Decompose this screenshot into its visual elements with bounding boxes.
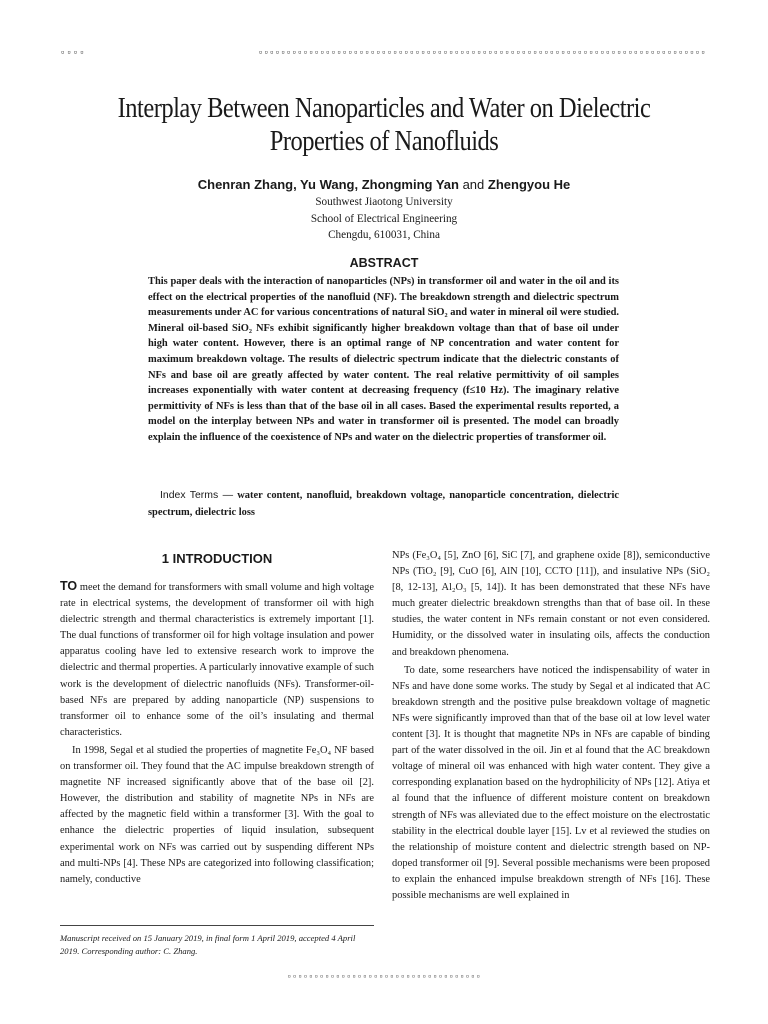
manuscript-footnote: Manuscript received on 15 January 2019, in final form 1 April 2019, accepted 4 April 2019. Corresponding author: C. Zhang. <box>60 925 374 957</box>
intro-paragraph-4: To date, some researchers have noticed the indispensability of water in NFs and have done some works. The study by Segal et al indicated that AC breakdown strength and the positive pulse breakdown voltage of magnetic NFs were significantly improved than that of the base oil at low level water content [3]. It is thought that magnetite NPs in NFs are capable of binding part of the water dissolved in the oil. Jin et al found that the AC breakdown voltage of mineral oil was enhanced with high water content. They give a corresponding explanation based on the hydrophilicity of NPs [12]. Atiya et al found that the influence of different moisture content on breakdown strength of NFs was alleviated due to the effect moisture on the electrostatic stability in the electrical double layer [15]. Lv et al reviewed the studies on the relationship of moisture content and dielectric strength based on NP-doped transformer oil [9]. Several possible mechanisms were been proposed to explain the enhanced impulse breakdown strength of NFs [16]. These possible mechanisms are well explained in <box>392 664 710 901</box>
section-heading: 1 INTRODUCTION <box>161 551 273 566</box>
index-terms-list: water content, nanofluid, breakdown voltage, nanoparticle concentration, dielectric spectrum, dielectric loss <box>148 490 620 518</box>
index-terms <box>148 488 619 521</box>
intro-paragraph-3: NPs (Fe₃O₄ [5], ZnO [6], SiC [7], and graphene oxide [8]), semiconductive NPs (TiO₂ [9], CuO [6], AlN [10], CCTO [11]), and insulative NPs (SiO₂ [8, 12-13], Al₂O₃ [5, 14]). It has been demonstrated that these NFs have much greater dielectric breakdown strengths than that of base oil. In these studies, the water content in NFs remain constant or not even considered. Humidity, or the dissolved water in insulating oils, affects the conduction and breakdown phenomena. <box>392 550 710 658</box>
author-names: Chenran Zhang, Yu Wang, Zhongming Yan <box>197 177 459 192</box>
index-terms-label: Index Terms — <box>160 490 234 501</box>
affiliation-university: Southwest Jiaotong University <box>315 196 453 208</box>
intro-paragraph-1-text: meet the demand for transformers with small volume and high voltage rate in electrical systems, the development of transformer oil with high dielectric strength and thermal characteristics is extremely important [1]. The dual functions of transformer oil for high voltage insulation and power apparatus cooling have led to extensive research work to improve the dielectric and thermal properties. A particularly innovative example of such work is the development of dielectric nanofluids (NFs). Transformer-oil-based NFs are prepared by adding nanoparticle (NP) suspensions to transformer oil to enhance some of the oil’s insulating and thermal characteristics. <box>60 582 374 738</box>
author-list <box>0 177 768 192</box>
left-column <box>60 550 374 888</box>
abstract-heading: ABSTRACT <box>349 256 419 270</box>
header-right-text: ▫▫▫▫▫▫▫▫▫▫▫▫▫▫▫▫▫▫▫▫▫▫▫▫▫▫▫▫▫▫▫▫▫▫▫▫▫▫▫▫▫▫▫▫▫▫▫▫▫▫▫▫▫▫▫▫▫▫▫▫▫▫▫▫▫▫▫▫▫▫▫▫▫▫▫▫▫▫▫▫ <box>257 48 706 58</box>
running-header <box>60 48 706 60</box>
affiliation-school: School of Electrical Engineering <box>310 212 458 225</box>
affiliation <box>0 194 768 244</box>
right-column <box>392 548 710 904</box>
header-left-text: ▫▫▫▫ <box>60 48 86 58</box>
page-footer: ▫▫▫▫▫▫▫▫▫▫▫▫▫▫▫▫▫▫▫▫▫▫▫▫▫▫▫▫▫▫▫▫▫▫▫▫ <box>286 972 482 982</box>
affiliation-city: Chengdu, 610031, China <box>328 229 440 241</box>
paper-title: Interplay Between Nanoparticles and Water on Dielectric Properties of Nanofluids <box>117 93 651 157</box>
abstract-text: This paper deals with the interaction of nanoparticles (NPs) in transformer oil and water in the oil and its effect on the electrical properties of the nanofluid (NF). The breakdown strength and dielectric spectrum measurements under AC for various concentrations of natural SiO₂ and water in mineral oil were studied. Mineral oil-based SiO₂ NFs exhibit significantly higher breakdown voltage than that of base oil under high water content. However, there is an optimal range of NP concentration and water content for maximum breakdown voltage. The results of dielectric spectrum indicate that the dielectric constants of NFs and base oil are greatly affected by water content. The real relative permittivity of oil samples increases exponentially with water content at decreasing frequency (f≤10 Hz). The imaginary relative permittivity of NFs is less than that of the base oil in all cases. Based the experimental results reported, a model on the interplay between NPs and water in transformer oil is presented. The model can broadly explain the influence of the coexistence of NPs and water on the dielectric properties of transformer oil. <box>148 276 619 443</box>
intro-paragraph-2: In 1998, Segal et al studied the properties of magnetite Fe₃O₄ NF based on transformer oil. They found that the AC impulse breakdown strength of magnetite NF increased significantly above that of the base oil [2]. However, the distribution and stability of magnetite NPs in NFs are affected by the magnetic field within a transformer [3]. With the goal to enhance the dielectric properties of liquid insulation, subsequent experimental work on NFs was carried out by suspending different NPs and multi-NPs [4]. These NPs are categorized into following classification; namely, conductive <box>60 744 374 885</box>
dropcap: TO <box>60 579 78 593</box>
author-conjunction: and <box>462 177 485 192</box>
author-last: Zhengyou He <box>487 177 571 192</box>
intro-paragraph-1 <box>60 578 374 741</box>
